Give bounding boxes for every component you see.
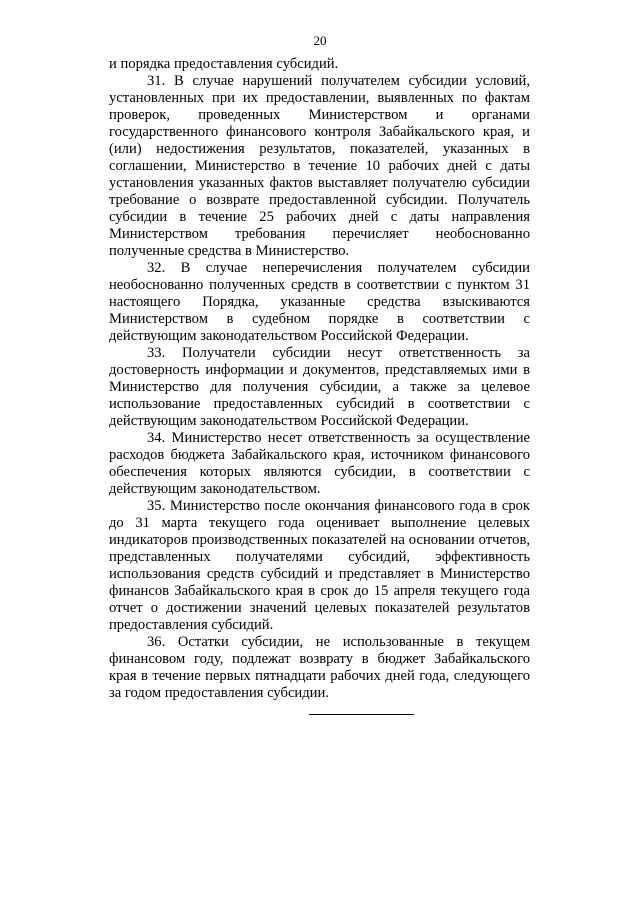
- paragraph-32: 32. В случае неперечисления получателем субсидии необоснованно полученных средств в соответствии с пунктом 31 настоящего Порядка, указанные средства взыскиваются Министерством в судебном порядке в соответствии с действующим законодательством Российской Федерации.: [109, 260, 530, 344]
- paragraph-33: 33. Получатели субсидии несут ответственность за достоверность информации и документов, представляемых ими в Министерство для получения субсидии, а также за целевое использование предоставленных субсидий в соответствии с действующим законодательством Российской Федерации.: [109, 345, 530, 429]
- paragraph-36: 36. Остатки субсидии, не использованные в текущем финансовом году, подлежат возврату в бюджет Забайкальского края в течение первых пятнадцати рабочих дней года, следующего за годом предоставления субсидии.: [109, 634, 530, 701]
- paragraph-34: 34. Министерство несет ответственность за осуществление расходов бюджета Забайкальского края, источником финансового обеспечения которых являются субсидии, в соответствии с действующим законодательством.: [109, 430, 530, 497]
- end-separator-line: [309, 714, 414, 715]
- document-body: [109, 56, 530, 702]
- paragraph-35: 35. Министерство после окончания финансового года в срок до 31 марта текущего года оценивает выполнение целевых индикаторов производственных показателей на основании отчетов, представленных получателями субсидий, эффективность использования средств субсидий и представляет в Министерство финансов Забайкальского края в срок до 15 апреля текущего года отчет о достижении значений целевых показателей результатов предоставления субсидий.: [109, 498, 530, 633]
- paragraph-continuation: и порядка предоставления субсидий.: [109, 56, 339, 72]
- paragraph-31: 31. В случае нарушений получателем субсидии условий, установленных при их предоставлении, выявленных по фактам проверок, проведенных Министерством и органами государственного финансового контроля Забайкальского края, и (или) недостижения результатов, показателей, указанных в соглашении, Министерство в течение 10 рабочих дней с даты установления указанных фактов выставляет получателю субсидии требование о возврате предоставленной субсидии. Получатель субсидии в течение 25 рабочих дней с даты направления Министерством требования перечисляет необоснованно полученные средства в Министерство.: [109, 73, 530, 259]
- page-number: 20: [313, 33, 327, 48]
